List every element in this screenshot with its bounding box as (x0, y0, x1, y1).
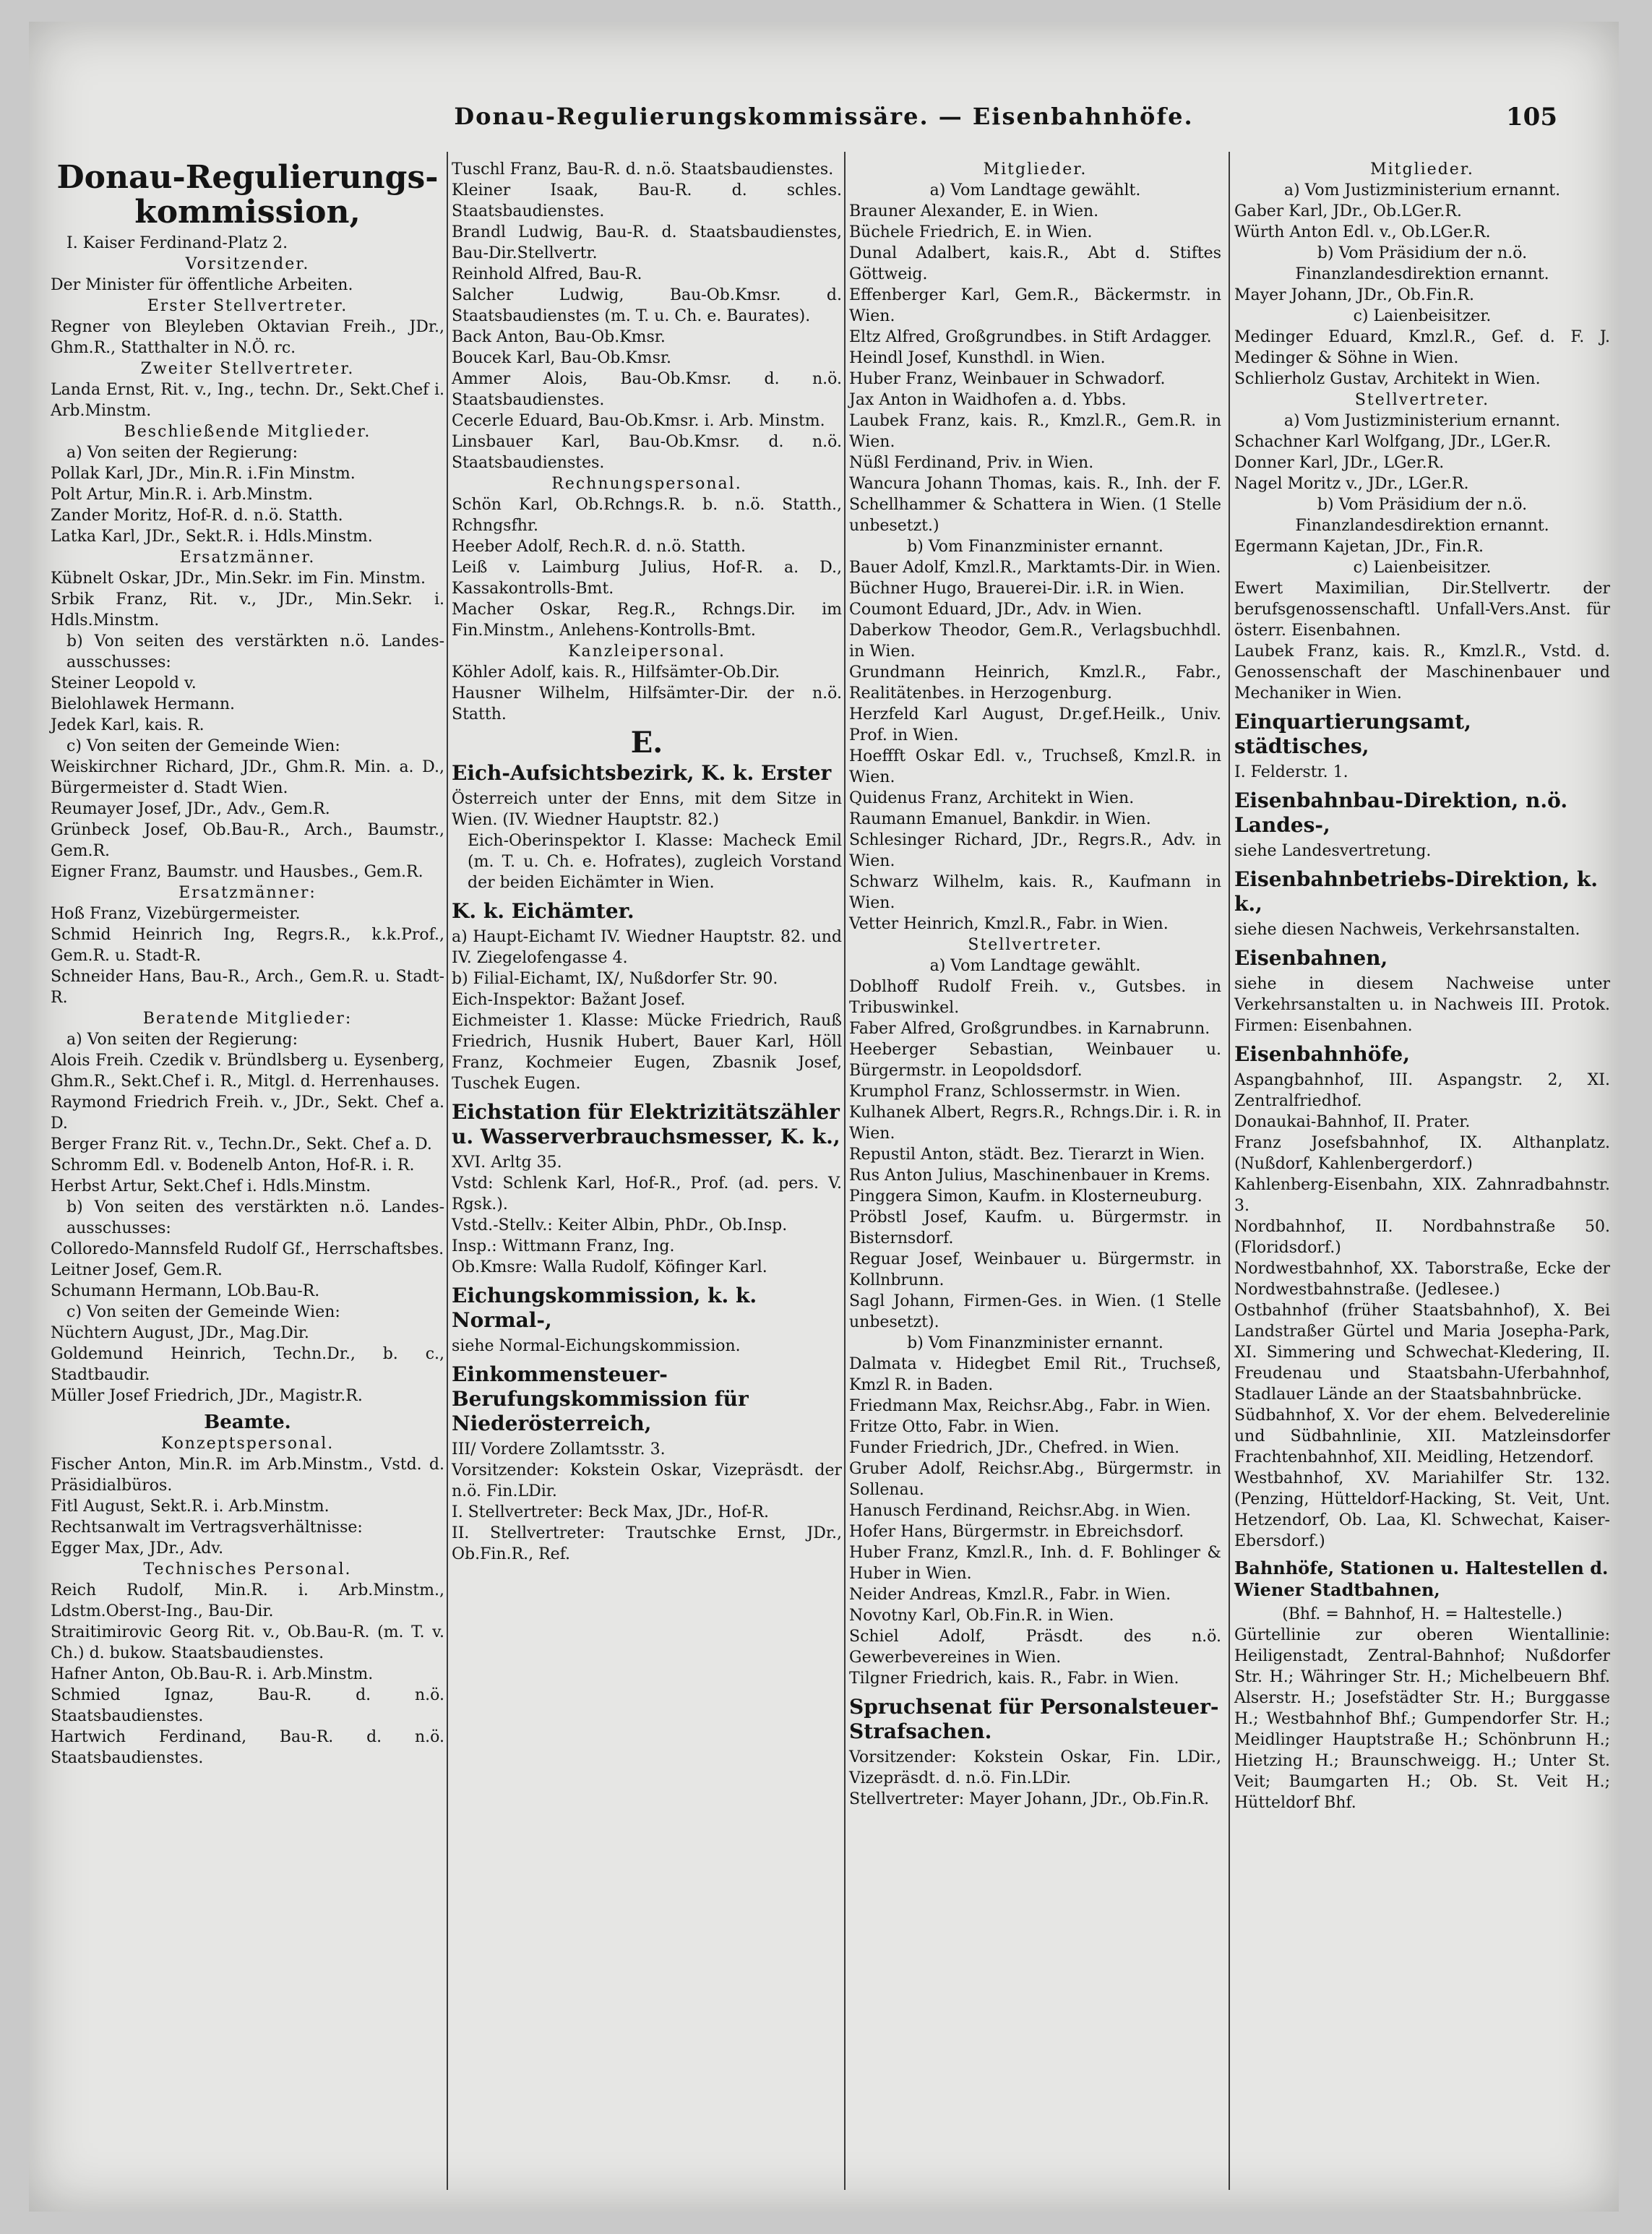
entry-line: Grünbeck Josef, Ob.Bau-R., Arch., Baumstr., Gem.R. (51, 821, 444, 860)
entry-line: Schneider Hans, Bau-R., Arch., Gem.R. u. Stadt-R. (51, 968, 444, 1007)
entry-line: Grundmann Heinrich, Kmzl.R., Fabr., Realitätenbes. in Herzogenburg. (849, 663, 1221, 703)
entry-line: Eich-Inspektor: Bažant Josef. (452, 991, 686, 1009)
entry-line: Donner Karl, JDr., LGer.R. (1234, 454, 1445, 472)
entry-line: Funder Friedrich, JDr., Chefred. in Wien. (849, 1439, 1180, 1457)
entry-line: III/ Vordere Zollamtsstr. 3. (452, 1440, 666, 1458)
entry-line: Österreich unter der Enns, mit dem Sitze in Wien. (IV. Wiedner Hauptstr. 82.) (452, 790, 842, 829)
entry-line: Vstd: Schlenk Karl, Hof-R., Prof. (ad. pers. V. Rgsk.). (452, 1174, 842, 1213)
entry-line: Gruber Adolf, Reichsr.Abg., Bürgermstr. in Sollenau. (849, 1460, 1221, 1499)
entry-line: a) Haupt-Eichamt IV. Wiedner Hauptstr. 82. und IV. Ziegelofengasse 4. (452, 928, 842, 967)
entry-line: Kahlenberg-Eisenbahn, XIX. Zahnradbahnstr. 3. (1234, 1176, 1610, 1215)
entry-line: Herzfeld Karl August, Dr.gef.Heilk., Univ. Prof. in Wien. (849, 705, 1221, 744)
section-heading: Eisenbahnhöfe, (1234, 1042, 1410, 1066)
group-label: b) Vom Präsidium der n.ö. Finanzlandesdirektion ernannt. (1295, 496, 1549, 535)
entry-line: Hartwich Ferdinand, Bau-R. d. n.ö. Staatsbaudienstes. (51, 1728, 444, 1767)
entry-line: Steiner Leopold v. (51, 674, 197, 692)
entry-line: Reumayer Josef, JDr., Adv., Gem.R. (51, 800, 330, 818)
entry-line: II. Stellvertreter: Trautschke Ernst, JDr., Ob.Fin.R., Ref. (452, 1524, 842, 1563)
entry-line: Laubek Franz, kais. R., Kmzl.R., Gem.R. in Wien. (849, 412, 1221, 451)
entry-line: Macher Oskar, Reg.R., Rchngs.Dir. im Fin.Minstm., Anlehens-Kontrolls-Bmt. (452, 601, 842, 640)
entry-line: Schwarz Wilhelm, kais. R., Kaufmann in Wien. (849, 873, 1221, 912)
subheading: Beratende Mitglieder: (142, 1010, 353, 1028)
entry-line: Friedmann Max, Reichsr.Abg., Fabr. in Wien. (849, 1397, 1211, 1415)
entry-line: Büchner Hugo, Brauerei-Dir. i.R. in Wien. (849, 580, 1185, 598)
entry-line: Stellvertreter: Mayer Johann, JDr., Ob.Fin.R. (849, 1790, 1210, 1808)
entry-line: Nüßl Ferdinand, Priv. in Wien. (849, 454, 1094, 472)
entry-line: Ostbahnhof (früher Staatsbahnhof), X. Bei Landstraßer Gürtel und Maria Josepha-Park, XI. Simmering und Schwechat-Kledering, II. Freudenau und Staatsbahn-Uferbahnhof, Stadlauer Lände an der Staatsbahnbrücke. (1234, 1302, 1610, 1404)
entry-line: Egermann Kajetan, JDr., Fin.R. (1234, 538, 1484, 556)
page-number: 105 (1506, 103, 1557, 132)
entry-line: Pinggera Simon, Kaufm. in Klosterneuburg. (849, 1187, 1203, 1206)
entry-line: Polt Artur, Min.R. i. Arb.Minstm. (51, 486, 314, 504)
entry-line: Reguar Josef, Weinbauer u. Bürgermstr. in Kollnbrunn. (849, 1250, 1221, 1289)
entry-line: Büchele Friedrich, E. in Wien. (849, 223, 1093, 241)
entry-line: Goldemund Heinrich, Techn.Dr., b. c., Stadtbaudir. (51, 1345, 444, 1384)
entry-line: Srbik Franz, Rit. v., JDr., Min.Sekr. i. Hdls.Minstm. (51, 590, 444, 630)
entry-line: Brandl Ludwig, Bau-R. d. Staatsbaudienstes, Bau-Dir.Stellvertr. (452, 223, 842, 262)
subheading: Mitglieder. (983, 160, 1088, 179)
group-label: c) Von seiten der Gemeinde Wien: (66, 1303, 340, 1321)
entry-line: Colloredo-Mannsfeld Rudolf Gf., Herrschaftsbes. (51, 1240, 444, 1258)
entry-line: I. Stellvertreter: Beck Max, JDr., Hof-R. (452, 1503, 769, 1521)
entry-line: Hoeffft Oskar Edl. v., Truchseß, Kmzl.R. in Wien. (849, 747, 1221, 786)
subheading: Beamte. (204, 1412, 291, 1433)
entry-line: Repustil Anton, städt. Bez. Tierarzt in Wien. (849, 1146, 1205, 1164)
entry-line: Reich Rudolf, Min.R. i. Arb.Minstm., Ldstm.Oberst-Ing., Bau-Dir. (51, 1581, 444, 1620)
entry-line: Bauer Adolf, Kmzl.R., Marktamts-Dir. in Wien. (849, 559, 1221, 577)
entry-line: Salcher Ludwig, Bau-Ob.Kmsr. d. Staatsbaudienstes (m. T. u. Ch. e. Baurates). (452, 286, 842, 325)
group-label: a) Von seiten der Regierung: (66, 1031, 298, 1049)
entry-line: Raumann Emanuel, Bankdir. in Wien. (849, 810, 1151, 828)
entry-line: siehe diesen Nachweis, Verkehrsanstalten. (1234, 921, 1580, 939)
section-heading: Bahnhöfe, Stationen u. Haltestellen d. Wiener Stadtbahnen, (1234, 1558, 1609, 1600)
group-label: c) Von seiten der Gemeinde Wien: (66, 737, 340, 755)
entry-line: Insp.: Wittmann Franz, Ing. (452, 1237, 675, 1255)
entry-line: Kübnelt Oskar, JDr., Min.Sekr. im Fin. Minstm. (51, 570, 426, 588)
entry-line: Neider Andreas, Kmzl.R., Fabr. in Wien. (849, 1586, 1171, 1604)
entry-line: Faber Alfred, Großgrundbes. in Karnabrunn. (849, 1020, 1210, 1038)
entry-line: Schromm Edl. v. Bodenelb Anton, Hof-R. i. R. (51, 1156, 415, 1174)
entry-line: Herbst Artur, Sekt.Chef i. Hdls.Minstm. (51, 1177, 371, 1195)
entry-line: Schiel Adolf, Präsdt. des n.ö. Gewerbevereines in Wien. (849, 1628, 1221, 1667)
entry-line: Novotny Karl, Ob.Fin.R. in Wien. (849, 1607, 1114, 1625)
entry-line: Südbahnhof, X. Vor der ehem. Belvederelinie und Südbahnlinie, XII. Matzleinsdorfer Frachtenbahnhof, XII. Meidling, Hetzendorf. (1234, 1406, 1610, 1466)
entry-line: Weiskirchner Richard, JDr., Ghm.R. Min. a. D., Bürgermeister d. Stadt Wien. (51, 758, 444, 797)
entry-line: Der Minister für öffentliche Arbeiten. (51, 276, 353, 294)
section-title: Donau-Regulierungs-kommission, (56, 159, 439, 231)
entry-line: Mayer Johann, JDr., Ob.Fin.R. (1234, 286, 1474, 304)
section-heading: Spruchsenat für Personalsteuer-Strafsachen. (849, 1695, 1219, 1743)
entry-line: Alois Freih. Czedik v. Bründlsberg u. Eysenberg, Ghm.R., Sekt.Chef i. R., Mitgl. d. Herrenhauses. (51, 1052, 444, 1091)
entry-line: Vetter Heinrich, Kmzl.R., Fabr. in Wien. (849, 915, 1169, 933)
entry-line: b) Filial-Eichamt, IX/, Nußdorfer Str. 90. (452, 970, 778, 988)
entry-line: Hausner Wilhelm, Hilfsämter-Dir. der n.ö. Statth. (452, 684, 842, 723)
group-label: a) Von seiten der Regierung: (66, 444, 298, 462)
subheading: Ersatzmänner: (178, 884, 317, 902)
entry-line: Ammer Alois, Bau-Ob.Kmsr. d. n.ö. Staatsbaudienstes. (452, 370, 842, 409)
entry-line: Würth Anton Edl. v., Ob.LGer.R. (1234, 223, 1491, 241)
column-1 (51, 159, 444, 1769)
group-label: b) Von seiten des verstärkten n.ö. Landes-ausschusses: (66, 632, 444, 671)
column-4 (1234, 159, 1610, 1813)
group-label: c) Laienbeisitzer. (1353, 559, 1492, 577)
entry-line: Boucek Karl, Bau-Ob.Kmsr. (452, 349, 672, 367)
group-label: c) Laienbeisitzer. (1353, 307, 1492, 325)
entry-line: Schön Karl, Ob.Rchngs.R. b. n.ö. Statth., Rchngsfhr. (452, 496, 842, 535)
entry-line: (Bhf. = Bahnhof, H. = Haltestelle.) (1282, 1605, 1562, 1623)
entry-line: Hoß Franz, Vizebürgermeister. (51, 905, 301, 923)
entry-line: Krumphol Franz, Schlossermstr. in Wien. (849, 1083, 1181, 1101)
section-heading: Eisenbahnen, (1234, 946, 1388, 970)
entry-line: Medinger Eduard, Kmzl.R., Gef. d. F. J. Medinger & Söhne in Wien. (1234, 328, 1610, 367)
entry-line: Nordbahnhof, II. Nordbahnstraße 50. (Floridsdorf.) (1234, 1218, 1610, 1257)
column-2 (452, 159, 842, 1565)
entry-line: Nordwestbahnhof, XX. Taborstraße, Ecke der Nordwestbahnstraße. (Jedlesee.) (1234, 1260, 1610, 1299)
entry-line: Hofer Hans, Bürgermstr. in Ebreichsdorf. (849, 1523, 1184, 1541)
subheading: Mitglieder. (1370, 160, 1474, 179)
entry-line: Reinhold Alfred, Bau-R. (452, 265, 642, 283)
entry-line: Schmid Heinrich Ing, Regrs.R., k.k.Prof., Gem.R. u. Stadt-R. (51, 926, 444, 965)
entry-line: Gaber Karl, JDr., Ob.LGer.R. (1234, 202, 1462, 220)
subheading: Stellvertreter. (1354, 391, 1490, 409)
section-heading: Einkommensteuer-Berufungskommission für Niederösterreich, (452, 1362, 749, 1435)
entry-line: Schachner Karl Wolfgang, JDr., LGer.R. (1234, 433, 1552, 451)
entry-line: Schlesinger Richard, JDr., Regrs.R., Adv. in Wien. (849, 831, 1221, 870)
subheading: Erster Stellvertreter. (147, 297, 348, 315)
group-label: b) Von seiten des verstärkten n.ö. Landes-ausschusses: (66, 1198, 444, 1237)
entry-line: Vorsitzender: Kokstein Oskar, Vizepräsdt. der n.ö. Fin.LDir. (452, 1461, 842, 1500)
section-heading: Eisenbahnbetriebs-Direktion, k. k., (1234, 867, 1598, 916)
entry-line: Heeber Adolf, Rech.R. d. n.ö. Statth. (452, 538, 746, 556)
entry-line: Schumann Hermann, LOb.Bau-R. (51, 1282, 320, 1300)
column-rule (447, 152, 448, 2190)
column-rule (1229, 152, 1230, 2190)
group-label: a) Vom Landtage gewählt. (929, 957, 1141, 975)
entry-line: Laubek Franz, kais. R., Kmzl.R., Vstd. d. Genossenschaft der Maschinenbauer und Mechaniker in Wien. (1234, 643, 1610, 703)
entry-line: Quidenus Franz, Architekt in Wien. (849, 789, 1135, 807)
entry-line: Cecerle Eduard, Bau-Ob.Kmsr. i. Arb. Minstm. (452, 412, 825, 430)
section-heading: Einquartierungsamt, städtisches, (1234, 710, 1471, 758)
entry-line: Hafner Anton, Ob.Bau-R. i. Arb.Minstm. (51, 1665, 374, 1683)
entry-line: Vstd.-Stellv.: Keiter Albin, PhDr., Ob.Insp. (452, 1216, 788, 1234)
entry-line: Leiß v. Laimburg Julius, Hof-R. a. D., Kassakontrolls-Bmt. (452, 559, 842, 598)
entry-line: Straitimirovic Georg Rit. v., Ob.Bau-R. (m. T. v. Ch.) d. bukow. Staatsbaudienstes. (51, 1623, 444, 1662)
entry-line: Pröbstl Josef, Kaufm. u. Bürgermstr. in Bisternsdorf. (849, 1208, 1221, 1247)
entry-line: Doblhoff Rudolf Freih. v., Gutsbes. in Tribuswinkel. (849, 978, 1221, 1017)
entry-line: Jax Anton in Waidhofen a. d. Ybbs. (849, 391, 1127, 409)
column-rule (844, 152, 846, 2190)
section-heading: Eich-Aufsichtsbezirk, K. k. Erster (452, 761, 832, 785)
entry-line: Wancura Johann Thomas, kais. R., Inh. der F. Schellhammer & Schattera in Wien. (1 Stelle unbesetzt.) (849, 475, 1221, 535)
entry-line: siehe Normal-Eichungskommission. (452, 1337, 741, 1355)
entry-line: Fritze Otto, Fabr. in Wien. (849, 1418, 1059, 1436)
entry-line: Dalmata v. Hidegbet Emil Rit., Truchseß, Kmzl R. in Baden. (849, 1355, 1221, 1394)
entry-line: Westbahnhof, XV. Mariahilfer Str. 132. (Penzing, Hütteldorf-Hacking, St. Veit, Unt. Hetzendorf, Ob. Laa, Kl. Schwechat, Kaiser-Ebersdorf.) (1234, 1469, 1610, 1550)
entry-line: Landa Ernst, Rit. v., Ing., techn. Dr., Sekt.Chef i. Arb.Minstm. (51, 381, 444, 420)
section-heading: Eichungskommission, k. k. Normal-, (452, 1284, 757, 1332)
entry-line: Back Anton, Bau-Ob.Kmsr. (452, 328, 666, 346)
entry-line: Heeberger Sebastian, Weinbauer u. Bürgermstr. in Leopoldsdorf. (849, 1041, 1221, 1080)
column-3 (849, 159, 1221, 1810)
entry-line: Eigner Franz, Baumstr. und Hausbes., Gem.R. (51, 863, 423, 881)
subheading: Kanzleipersonal. (568, 643, 726, 661)
entry-line: Dunal Adalbert, kais.R., Abt d. Stiftes Göttweig. (849, 244, 1221, 283)
entry-line: Schmied Ignaz, Bau-R. d. n.ö. Staatsbaudienstes. (51, 1686, 444, 1725)
group-label: b) Vom Finanzminister ernannt. (907, 1334, 1163, 1352)
group-label: b) Vom Finanzminister ernannt. (907, 538, 1163, 556)
document-page (29, 22, 1619, 2212)
subheading: Beschließende Mitglieder. (124, 423, 371, 441)
entry-line: Köhler Adolf, kais. R., Hilfsämter-Ob.Dir. (452, 663, 780, 682)
entry-line: Kulhanek Albert, Regrs.R., Rchngs.Dir. i. R. in Wien. (849, 1104, 1221, 1143)
entry-line: Bielohlawek Hermann. (51, 695, 236, 713)
entry-line: Coumont Eduard, JDr., Adv. in Wien. (849, 601, 1143, 619)
entry-line: siehe in diesem Nachweise unter Verkehrsanstalten u. in Nachweis III. Protok. Firmen: Eisenbahnen. (1234, 975, 1610, 1035)
entry-line: Müller Josef Friedrich, JDr., Magistr.R. (51, 1387, 363, 1405)
entry-line: Raymond Friedrich Freih. v., JDr., Sekt. Chef a. D. (51, 1094, 444, 1133)
entry-line: Fischer Anton, Min.R. im Arb.Minstm., Vstd. d. Präsidialbüros. (51, 1456, 444, 1495)
group-label: a) Vom Justizministerium ernannt. (1283, 412, 1561, 430)
subheading: Technisches Personal. (143, 1560, 352, 1578)
subheading: Ersatzmänner. (179, 549, 316, 567)
entry-line: Hanusch Ferdinand, Reichsr.Abg. in Wien. (849, 1502, 1191, 1520)
letter-heading: E. (630, 726, 663, 760)
entry-line: Rus Anton Julius, Maschinenbauer in Krems. (849, 1167, 1210, 1185)
subheading: Rechnungspersonal. (551, 475, 742, 493)
entry-line: Egger Max, JDr., Adv. (51, 1539, 224, 1558)
entry-line: Ob.Kmsre: Walla Rudolf, Köfinger Karl. (452, 1258, 767, 1276)
entry-line: XVI. Arltg 35. (452, 1153, 562, 1172)
entry-line: Franz Josefsbahnhof, IX. Althanplatz. (Nußdorf, Kahlenbergerdorf.) (1234, 1134, 1610, 1173)
entry-line: Effenberger Karl, Gem.R., Bäckermstr. in Wien. (849, 286, 1221, 325)
entry-line: Zander Moritz, Hof-R. d. n.ö. Statth. (51, 507, 343, 525)
entry-line: Vorsitzender: Kokstein Oskar, Fin. LDir., Vizepräsdt. d. n.ö. Fin.LDir. (849, 1748, 1221, 1787)
section-heading: K. k. Eichämter. (452, 899, 634, 923)
entry-line: Ewert Maximilian, Dir.Stellvertr. der berufsgenossenschaftl. Unfall-Vers.Anst. für österr. Eisenbahnen. (1234, 580, 1610, 640)
entry-line: Kleiner Isaak, Bau-R. d. schles. Staatsbaudienstes. (452, 181, 842, 220)
entry-line: Heindl Josef, Kunsthdl. in Wien. (849, 349, 1106, 367)
entry-line: Nüchtern August, JDr., Mag.Dir. (51, 1324, 309, 1342)
entry-line: siehe Landesvertretung. (1234, 842, 1432, 860)
entry-line: Latka Karl, JDr., Sekt.R. i. Hdls.Minstm. (51, 528, 373, 546)
entry-line: Rechtsanwalt im Vertragsverhältnisse: (51, 1518, 363, 1537)
entry-line: Linsbauer Karl, Bau-Ob.Kmsr. d. n.ö. Staatsbaudienstes. (452, 433, 842, 472)
entry-line: Brauner Alexander, E. in Wien. (849, 202, 1099, 220)
group-label: b) Vom Präsidium der n.ö. Finanzlandesdirektion ernannt. (1295, 244, 1549, 283)
entry-line: Aspangbahnhof, III. Aspangstr. 2, XI. Zentralfriedhof. (1234, 1071, 1610, 1110)
entry-line: Tuschl Franz, Bau-R. d. n.ö. Staatsbaudienstes. (452, 160, 834, 179)
subheading: Stellvertreter. (968, 936, 1103, 954)
section-heading: Eichstation für Elektrizitätszähler u. Wasserverbrauchsmesser, K. k., (452, 1100, 840, 1148)
entry-line: Sagl Johann, Firmen-Ges. in Wien. (1 Stelle unbesetzt). (849, 1292, 1221, 1331)
entry-line: Berger Franz Rit. v., Techn.Dr., Sekt. Chef a. D. (51, 1135, 432, 1153)
entry-line: Schlierholz Gustav, Architekt in Wien. (1234, 370, 1541, 388)
entry-line: Eichmeister 1. Klasse: Mücke Friedrich, Rauß Friedrich, Husnik Hubert, Bauer Karl, Höll Franz, Kochmeier Eugen, Zbasnik Josef, Tuschek Eugen. (452, 1012, 842, 1093)
entry-line: Nagel Moritz v., JDr., LGer.R. (1234, 475, 1469, 493)
entry-line: Daberkow Theodor, Gem.R., Verlagsbuchhdl. in Wien. (849, 622, 1221, 661)
entry-line: Donaukai-Bahnhof, II. Prater. (1234, 1113, 1471, 1131)
running-head: Donau-Regulierungskommissäre. — Eisenbahnhöfe. (454, 103, 1194, 130)
entry-line: Eltz Alfred, Großgrundbes. in Stift Ardagger. (849, 328, 1212, 346)
entry-line: Huber Franz, Kmzl.R., Inh. d. F. Bohlinger & Huber in Wien. (849, 1544, 1221, 1583)
entry-line: Regner von Bleyleben Oktavian Freih., JDr., Ghm.R., Statthalter in N.Ö. rc. (51, 318, 444, 357)
entry-line: Gürtellinie zur oberen Wientallinie: Heiligenstadt, Zentral-Bahnhof; Nußdorfer Str. H.; Währinger Str. H.; Michelbeuern Bhf. Alserstr. H.; Josefstädter Str. H.; Burggasse H.; Westbahnhof Bhf.; Gumpendorfer Str. H.; Meidlinger Hauptstraße H.; Schönbrunn H.; Hietzing H.; Braunschweigg. H.; Unter St. Veit; Baumgarten H.; Ob. St. Veit H.; Hütteldorf Bhf. (1234, 1626, 1610, 1812)
entry-line: Pollak Karl, JDr., Min.R. i.Fin Minstm. (51, 465, 356, 483)
entry-line: Eich-Oberinspektor I. Klasse: Macheck Emil (m. T. u. Ch. e. Hofrates), zugleich Vorstand der beiden Eichämter in Wien. (468, 832, 842, 892)
entry-line: Jedek Karl, kais. R. (51, 716, 205, 734)
entry-line: Huber Franz, Weinbauer in Schwadorf. (849, 370, 1166, 388)
subheading: Konzeptspersonal. (160, 1435, 335, 1453)
entry-line: I. Felderstr. 1. (1234, 763, 1348, 781)
entry-line: Leitner Josef, Gem.R. (51, 1261, 223, 1279)
group-label: a) Vom Landtage gewählt. (929, 181, 1141, 199)
section-heading: Eisenbahnbau-Direktion, n.ö. Landes-, (1234, 789, 1568, 837)
entry-line: Fitl August, Sekt.R. i. Arb.Minstm. (51, 1498, 330, 1516)
entry-line: Tilgner Friedrich, kais. R., Fabr. in Wien. (849, 1670, 1179, 1688)
subheading: Vorsitzender. (185, 255, 310, 273)
subheading: Zweiter Stellvertreter. (140, 360, 355, 378)
address-line: I. Kaiser Ferdinand-Platz 2. (66, 234, 288, 252)
group-label: a) Vom Justizministerium ernannt. (1283, 181, 1561, 199)
